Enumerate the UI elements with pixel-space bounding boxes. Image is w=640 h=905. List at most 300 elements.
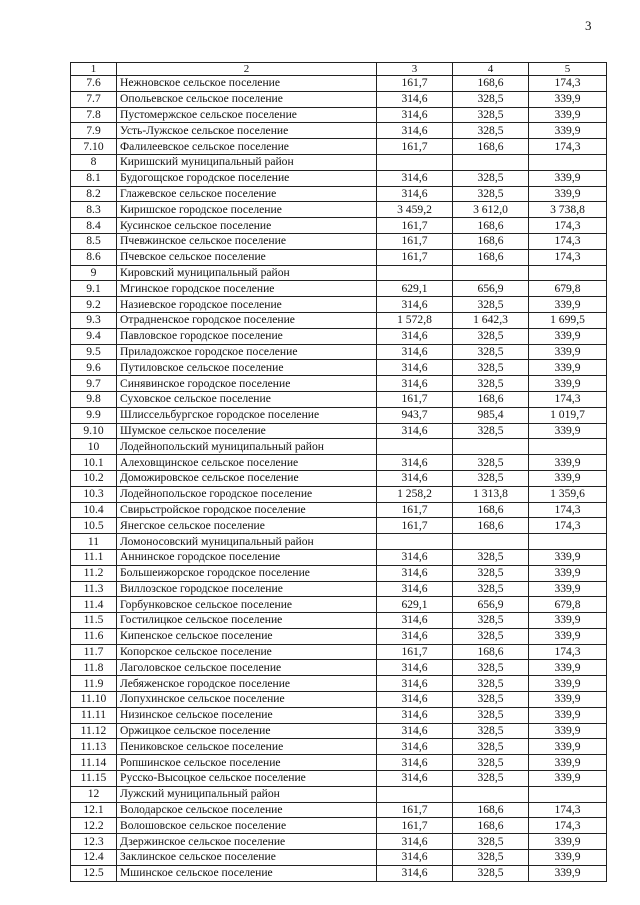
value-cell-col5: 174,3	[529, 233, 607, 249]
value-cell-col5	[529, 265, 607, 281]
value-cell-col3	[377, 786, 453, 802]
value-cell-col5: 1 359,6	[529, 486, 607, 502]
value-cell-col3: 314,6	[377, 297, 453, 313]
name-cell: Волошовское сельское поселение	[117, 818, 377, 834]
value-cell-col3: 314,6	[377, 628, 453, 644]
table-row	[71, 613, 607, 629]
name-cell: Володарское сельское поселение	[117, 802, 377, 818]
table-row	[71, 360, 607, 376]
table-row	[71, 423, 607, 439]
row-number-cell: 9.6	[71, 360, 117, 376]
value-cell-col5: 339,9	[529, 628, 607, 644]
value-cell-col4: 3 612,0	[453, 202, 529, 218]
value-cell-col3: 314,6	[377, 170, 453, 186]
table-row	[71, 297, 607, 313]
value-cell-col5: 339,9	[529, 186, 607, 202]
value-cell-col3: 161,7	[377, 818, 453, 834]
value-cell-col3: 161,7	[377, 218, 453, 234]
row-number-cell: 9.8	[71, 391, 117, 407]
value-cell-col3: 161,7	[377, 518, 453, 534]
value-cell-col3	[377, 439, 453, 455]
row-number-cell: 11.4	[71, 597, 117, 613]
name-cell: Пустомержское сельское поселение	[117, 107, 377, 123]
value-cell-col3: 314,6	[377, 865, 453, 881]
row-number-cell: 10.5	[71, 518, 117, 534]
name-cell: Шлиссельбургское городское поселение	[117, 407, 377, 423]
value-cell-col5: 339,9	[529, 739, 607, 755]
name-cell: Свирьстройское городское поселение	[117, 502, 377, 518]
value-cell-col4: 328,5	[453, 755, 529, 771]
row-number-cell: 8.5	[71, 233, 117, 249]
table-row	[71, 455, 607, 471]
value-cell-col3: 629,1	[377, 281, 453, 297]
value-cell-col3: 314,6	[377, 360, 453, 376]
value-cell-col3: 943,7	[377, 407, 453, 423]
value-cell-col3: 314,6	[377, 613, 453, 629]
value-cell-col4: 328,5	[453, 297, 529, 313]
row-number-cell: 7.9	[71, 123, 117, 139]
row-number-cell: 10.2	[71, 470, 117, 486]
table-row	[71, 202, 607, 218]
name-cell: Лужский муниципальный район	[117, 786, 377, 802]
value-cell-col5: 174,3	[529, 218, 607, 234]
value-cell-col4: 328,5	[453, 376, 529, 392]
value-cell-col5: 339,9	[529, 660, 607, 676]
name-cell: Большеижорское городское поселение	[117, 565, 377, 581]
value-cell-col3: 161,7	[377, 139, 453, 155]
table-row	[71, 139, 607, 155]
name-cell: Лебяженское городское поселение	[117, 676, 377, 692]
value-cell-col4: 168,6	[453, 233, 529, 249]
table-row	[71, 660, 607, 676]
row-number-cell: 9	[71, 265, 117, 281]
row-number-cell: 9.4	[71, 328, 117, 344]
value-cell-col5: 1 019,7	[529, 407, 607, 423]
value-cell-col5: 174,3	[529, 644, 607, 660]
value-cell-col4	[453, 439, 529, 455]
value-cell-col4: 328,5	[453, 170, 529, 186]
value-cell-col3: 161,7	[377, 644, 453, 660]
name-cell: Лодейнопольский муниципальный район	[117, 439, 377, 455]
value-cell-col5: 339,9	[529, 581, 607, 597]
name-cell: Оржицкое сельское поселение	[117, 723, 377, 739]
table-header-row	[71, 63, 607, 76]
value-cell-col5: 174,3	[529, 818, 607, 834]
table-row	[71, 723, 607, 739]
table-row	[71, 470, 607, 486]
value-cell-col5: 339,9	[529, 865, 607, 881]
name-cell: Копорское сельское поселение	[117, 644, 377, 660]
value-cell-col5: 679,8	[529, 281, 607, 297]
table-row	[71, 818, 607, 834]
value-cell-col5: 339,9	[529, 676, 607, 692]
name-cell: Суховское сельское поселение	[117, 391, 377, 407]
table-row	[71, 439, 607, 455]
row-number-cell: 11.15	[71, 771, 117, 787]
value-cell-col5: 339,9	[529, 123, 607, 139]
value-cell-col3: 314,6	[377, 692, 453, 708]
row-number-cell: 11.10	[71, 692, 117, 708]
value-cell-col4	[453, 786, 529, 802]
value-cell-col4: 328,5	[453, 707, 529, 723]
table-row	[71, 391, 607, 407]
value-cell-col3: 314,6	[377, 565, 453, 581]
value-cell-col5: 3 738,8	[529, 202, 607, 218]
table-row	[71, 534, 607, 550]
name-cell: Павловское городское поселение	[117, 328, 377, 344]
table-body	[71, 76, 607, 882]
row-number-cell: 12	[71, 786, 117, 802]
value-cell-col4: 985,4	[453, 407, 529, 423]
value-cell-col4: 328,5	[453, 470, 529, 486]
value-cell-col4: 168,6	[453, 518, 529, 534]
row-number-cell: 8.3	[71, 202, 117, 218]
name-cell: Мгинское городское поселение	[117, 281, 377, 297]
name-cell: Пениковское сельское поселение	[117, 739, 377, 755]
value-cell-col3: 314,6	[377, 376, 453, 392]
value-cell-col4: 328,5	[453, 865, 529, 881]
value-cell-col4: 328,5	[453, 613, 529, 629]
table-row	[71, 771, 607, 787]
value-cell-col3: 314,6	[377, 549, 453, 565]
value-cell-col5: 339,9	[529, 297, 607, 313]
name-cell: Низинское сельское поселение	[117, 707, 377, 723]
value-cell-col5: 339,9	[529, 723, 607, 739]
value-cell-col4: 328,5	[453, 455, 529, 471]
table-row	[71, 565, 607, 581]
table-row	[71, 265, 607, 281]
value-cell-col5: 679,8	[529, 597, 607, 613]
value-cell-col4: 328,5	[453, 328, 529, 344]
table-row	[71, 91, 607, 107]
value-cell-col3: 161,7	[377, 502, 453, 518]
table-row	[71, 233, 607, 249]
value-cell-col5: 339,9	[529, 328, 607, 344]
name-cell: Лодейнопольское городское поселение	[117, 486, 377, 502]
value-cell-col4: 328,5	[453, 360, 529, 376]
name-cell: Усть-Лужское сельское поселение	[117, 123, 377, 139]
row-number-cell: 10.4	[71, 502, 117, 518]
name-cell: Пчевское сельское поселение	[117, 249, 377, 265]
name-cell: Янегское сельское поселение	[117, 518, 377, 534]
value-cell-col3	[377, 154, 453, 170]
row-number-cell: 7.10	[71, 139, 117, 155]
table-row	[71, 344, 607, 360]
value-cell-col5: 339,9	[529, 692, 607, 708]
value-cell-col5: 339,9	[529, 423, 607, 439]
value-cell-col4: 168,6	[453, 502, 529, 518]
value-cell-col4: 168,6	[453, 76, 529, 92]
value-cell-col5: 174,3	[529, 249, 607, 265]
value-cell-col3: 314,6	[377, 344, 453, 360]
name-cell: Фалилеевское сельское поселение	[117, 139, 377, 155]
name-cell: Киришский муниципальный район	[117, 154, 377, 170]
value-cell-col3: 314,6	[377, 739, 453, 755]
table-row	[71, 865, 607, 881]
value-cell-col4: 328,5	[453, 692, 529, 708]
table-row	[71, 218, 607, 234]
table-row	[71, 786, 607, 802]
value-cell-col3: 314,6	[377, 91, 453, 107]
value-cell-col3: 3 459,2	[377, 202, 453, 218]
value-cell-col3: 314,6	[377, 423, 453, 439]
row-number-cell: 7.7	[71, 91, 117, 107]
row-number-cell: 8.6	[71, 249, 117, 265]
value-cell-col5: 339,9	[529, 376, 607, 392]
table-row	[71, 249, 607, 265]
value-cell-col3	[377, 534, 453, 550]
name-cell: Лаголовское сельское поселение	[117, 660, 377, 676]
table-row	[71, 628, 607, 644]
value-cell-col3: 314,6	[377, 676, 453, 692]
row-number-cell: 10.3	[71, 486, 117, 502]
value-cell-col5: 339,9	[529, 755, 607, 771]
row-number-cell: 12.1	[71, 802, 117, 818]
row-number-cell: 9.2	[71, 297, 117, 313]
value-cell-col5: 339,9	[529, 344, 607, 360]
name-cell: Лопухинское сельское поселение	[117, 692, 377, 708]
value-cell-col3: 314,6	[377, 581, 453, 597]
value-cell-col3: 161,7	[377, 76, 453, 92]
value-cell-col5: 339,9	[529, 565, 607, 581]
table-row	[71, 186, 607, 202]
table-row	[71, 281, 607, 297]
table-row	[71, 549, 607, 565]
row-number-cell: 8.4	[71, 218, 117, 234]
name-cell: Алеховщинское сельское поселение	[117, 455, 377, 471]
value-cell-col4: 168,6	[453, 139, 529, 155]
row-number-cell: 9.1	[71, 281, 117, 297]
name-cell: Доможировское сельское поселение	[117, 470, 377, 486]
row-number-cell: 9.5	[71, 344, 117, 360]
table-row	[71, 407, 607, 423]
table-row	[71, 692, 607, 708]
table-row	[71, 850, 607, 866]
value-cell-col4: 328,5	[453, 628, 529, 644]
table-row	[71, 123, 607, 139]
table-row	[71, 502, 607, 518]
value-cell-col3: 314,6	[377, 834, 453, 850]
value-cell-col5	[529, 786, 607, 802]
value-cell-col3: 314,6	[377, 755, 453, 771]
column-header: 1	[71, 63, 117, 76]
table-row	[71, 644, 607, 660]
value-cell-col4	[453, 265, 529, 281]
row-number-cell: 11.1	[71, 549, 117, 565]
name-cell: Мшинское сельское поселение	[117, 865, 377, 881]
row-number-cell: 12.5	[71, 865, 117, 881]
value-cell-col5: 339,9	[529, 549, 607, 565]
table-row	[71, 154, 607, 170]
value-cell-col4: 328,5	[453, 565, 529, 581]
name-cell: Отрадненское городское поселение	[117, 312, 377, 328]
row-number-cell: 9.10	[71, 423, 117, 439]
name-cell: Будогощское городское поселение	[117, 170, 377, 186]
row-number-cell: 9.3	[71, 312, 117, 328]
row-number-cell: 9.7	[71, 376, 117, 392]
value-cell-col4: 328,5	[453, 344, 529, 360]
name-cell: Путиловское сельское поселение	[117, 360, 377, 376]
value-cell-col5	[529, 534, 607, 550]
value-cell-col4: 328,5	[453, 549, 529, 565]
value-cell-col5: 339,9	[529, 360, 607, 376]
name-cell: Кусинское сельское поселение	[117, 218, 377, 234]
value-cell-col4: 656,9	[453, 597, 529, 613]
table-row	[71, 834, 607, 850]
row-number-cell: 11.14	[71, 755, 117, 771]
name-cell: Дзержинское сельское поселение	[117, 834, 377, 850]
name-cell: Горбунковское сельское поселение	[117, 597, 377, 613]
value-cell-col5	[529, 154, 607, 170]
value-cell-col4	[453, 534, 529, 550]
value-cell-col5: 174,3	[529, 76, 607, 92]
value-cell-col4: 1 313,8	[453, 486, 529, 502]
name-cell: Кировский муниципальный район	[117, 265, 377, 281]
value-cell-col4: 328,5	[453, 676, 529, 692]
value-cell-col3: 1 258,2	[377, 486, 453, 502]
column-header: 2	[117, 63, 377, 76]
table-row	[71, 676, 607, 692]
value-cell-col5: 339,9	[529, 707, 607, 723]
value-cell-col3: 314,6	[377, 723, 453, 739]
value-cell-col5: 174,3	[529, 139, 607, 155]
page-number: 3	[585, 18, 592, 33]
table-row	[71, 581, 607, 597]
value-cell-col5: 174,3	[529, 802, 607, 818]
value-cell-col5: 339,9	[529, 91, 607, 107]
value-cell-col4: 328,5	[453, 850, 529, 866]
name-cell: Аннинское городское поселение	[117, 549, 377, 565]
row-number-cell: 12.4	[71, 850, 117, 866]
value-cell-col4: 168,6	[453, 644, 529, 660]
value-cell-col3: 314,6	[377, 771, 453, 787]
name-cell: Глажевское сельское поселение	[117, 186, 377, 202]
value-cell-col5: 339,9	[529, 170, 607, 186]
value-cell-col5: 174,3	[529, 391, 607, 407]
value-cell-col4: 328,5	[453, 423, 529, 439]
value-cell-col4: 1 642,3	[453, 312, 529, 328]
value-cell-col3: 1 572,8	[377, 312, 453, 328]
row-number-cell: 9.9	[71, 407, 117, 423]
row-number-cell: 8	[71, 154, 117, 170]
name-cell: Приладожское городское поселение	[117, 344, 377, 360]
value-cell-col4: 168,6	[453, 802, 529, 818]
value-cell-col5: 339,9	[529, 834, 607, 850]
value-cell-col4: 656,9	[453, 281, 529, 297]
value-cell-col3: 161,7	[377, 391, 453, 407]
value-cell-col5	[529, 439, 607, 455]
row-number-cell: 11.2	[71, 565, 117, 581]
value-cell-col4: 328,5	[453, 834, 529, 850]
table-row	[71, 170, 607, 186]
table-row	[71, 76, 607, 92]
value-cell-col4: 328,5	[453, 739, 529, 755]
value-cell-col3: 314,6	[377, 707, 453, 723]
value-cell-col3: 314,6	[377, 660, 453, 676]
row-number-cell: 12.3	[71, 834, 117, 850]
table-row	[71, 328, 607, 344]
row-number-cell: 12.2	[71, 818, 117, 834]
row-number-cell: 11.9	[71, 676, 117, 692]
value-cell-col4: 328,5	[453, 771, 529, 787]
value-cell-col5: 1 699,5	[529, 312, 607, 328]
value-cell-col5: 339,9	[529, 613, 607, 629]
name-cell: Ломоносовский муниципальный район	[117, 534, 377, 550]
data-table	[70, 62, 607, 882]
name-cell: Шумское сельское поселение	[117, 423, 377, 439]
table-row	[71, 739, 607, 755]
row-number-cell: 8.1	[71, 170, 117, 186]
value-cell-col3: 314,6	[377, 850, 453, 866]
row-number-cell: 7.6	[71, 76, 117, 92]
column-header: 5	[529, 63, 607, 76]
value-cell-col5: 174,3	[529, 518, 607, 534]
value-cell-col4: 328,5	[453, 107, 529, 123]
table-row	[71, 107, 607, 123]
name-cell: Назиевское городское поселение	[117, 297, 377, 313]
value-cell-col3: 161,7	[377, 802, 453, 818]
row-number-cell: 10	[71, 439, 117, 455]
name-cell: Заклинское сельское поселение	[117, 850, 377, 866]
value-cell-col4: 328,5	[453, 186, 529, 202]
value-cell-col4: 168,6	[453, 218, 529, 234]
row-number-cell: 11.7	[71, 644, 117, 660]
name-cell: Киришское городское поселение	[117, 202, 377, 218]
value-cell-col3: 629,1	[377, 597, 453, 613]
table-row	[71, 802, 607, 818]
value-cell-col5: 339,9	[529, 470, 607, 486]
name-cell: Синявинское городское поселение	[117, 376, 377, 392]
name-cell: Нежновское сельское поселение	[117, 76, 377, 92]
value-cell-col4: 328,5	[453, 660, 529, 676]
table-row	[71, 376, 607, 392]
value-cell-col4: 328,5	[453, 581, 529, 597]
value-cell-col5: 339,9	[529, 455, 607, 471]
column-header: 3	[377, 63, 453, 76]
name-cell: Русско-Высоцкое сельское поселение	[117, 771, 377, 787]
row-number-cell: 11.3	[71, 581, 117, 597]
value-cell-col5: 339,9	[529, 771, 607, 787]
table-row	[71, 597, 607, 613]
value-cell-col4: 168,6	[453, 391, 529, 407]
value-cell-col3: 314,6	[377, 123, 453, 139]
value-cell-col3: 314,6	[377, 470, 453, 486]
name-cell: Опольевское сельское поселение	[117, 91, 377, 107]
row-number-cell: 11.6	[71, 628, 117, 644]
table-row	[71, 312, 607, 328]
value-cell-col4	[453, 154, 529, 170]
value-cell-col3: 161,7	[377, 233, 453, 249]
value-cell-col4: 328,5	[453, 91, 529, 107]
row-number-cell: 11.13	[71, 739, 117, 755]
value-cell-col5: 174,3	[529, 502, 607, 518]
value-cell-col4: 168,6	[453, 249, 529, 265]
row-number-cell: 11.5	[71, 613, 117, 629]
row-number-cell: 7.8	[71, 107, 117, 123]
name-cell: Кипенское сельское поселение	[117, 628, 377, 644]
table-row	[71, 518, 607, 534]
value-cell-col4: 328,5	[453, 723, 529, 739]
column-header: 4	[453, 63, 529, 76]
table-row	[71, 755, 607, 771]
value-cell-col4: 328,5	[453, 123, 529, 139]
value-cell-col4: 168,6	[453, 818, 529, 834]
value-cell-col3: 314,6	[377, 455, 453, 471]
table-row	[71, 486, 607, 502]
value-cell-col3: 161,7	[377, 249, 453, 265]
row-number-cell: 11	[71, 534, 117, 550]
name-cell: Пчевжинское сельское поселение	[117, 233, 377, 249]
